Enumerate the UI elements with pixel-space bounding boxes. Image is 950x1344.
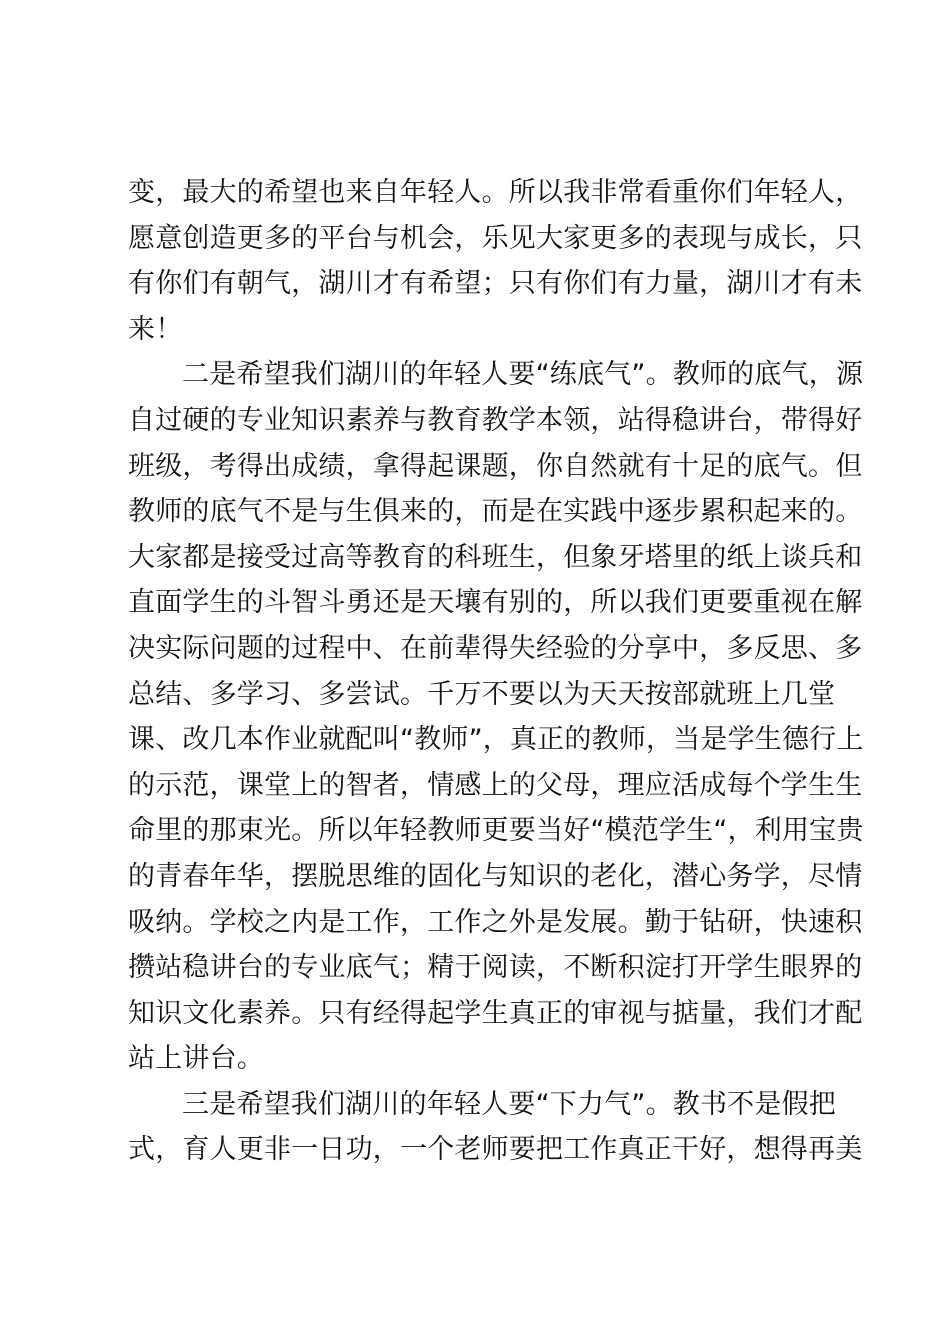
text-line: 的示范，课堂上的智者，情感上的父母，理应活成每个学生生 (128, 769, 863, 801)
text-line: 式，育人更非一日功，一个老师要把工作真正干好，想得再美 (128, 1134, 863, 1166)
text-line: 愿意创造更多的平台与机会，乐见大家更多的表现与成长，只 (128, 222, 863, 254)
text-line: 站上讲台。 (128, 1043, 264, 1075)
text-line: 有你们有朝气，湖川才有希望；只有你们有力量，湖川才有未 (128, 268, 863, 300)
text-line: 自过硬的专业知识素养与教育教学本领，站得稳讲台，带得好 (128, 404, 863, 436)
text-line: 变，最大的希望也来自年轻人。所以我非常看重你们年轻人， (128, 177, 863, 208)
text-line: 教师的底气不是与生俱来的，而是在实践中逐步累积起来的。 (128, 496, 863, 528)
text-line: 大家都是接受过高等教育的科班生，但象牙塔里的纸上谈兵和 (128, 541, 863, 573)
text-line: 班级，考得出成绩，拿得起课题，你自然就有十足的底气。但 (128, 450, 863, 482)
text-line: 的青春年华，摆脱思维的固化与知识的老化，潜心务学，尽情 (128, 860, 863, 892)
text-line: 课、改几本作业就配叫“教师”，真正的教师，当是学生德行上 (128, 724, 864, 756)
text-line: 攒站稳讲台的专业底气；精于阅读，不断积淀打开学生眼界的 (128, 952, 863, 984)
text-line: 来！ (128, 313, 183, 345)
text-line: 吸纳。学校之内是工作，工作之外是发展。勤于钻研，快速积 (128, 906, 863, 938)
text-line: 决实际问题的过程中、在前辈得失经验的分享中，多反思、多 (128, 632, 863, 664)
text-line: 直面学生的斗智斗勇还是天壤有别的，所以我们更要重视在解 (128, 587, 863, 619)
paragraph-start-line: 三是希望我们湖川的年轻人要“下力气”。教书不是假把 (182, 1088, 836, 1120)
text-line: 命里的那束光。所以年轻教师更要当好“模范学生“，利用宝贵 (128, 815, 864, 847)
text-line: 知识文化素养。只有经得起学生真正的审视与掂量，我们才配 (128, 997, 863, 1029)
body-text (128, 170, 864, 1173)
text-line: 总结、多学习、多尝试。千万不要以为天天按部就班上几堂 (128, 678, 836, 710)
paragraph-start-line: 二是希望我们湖川的年轻人要“练底气”。教师的底气，源 (182, 359, 864, 391)
